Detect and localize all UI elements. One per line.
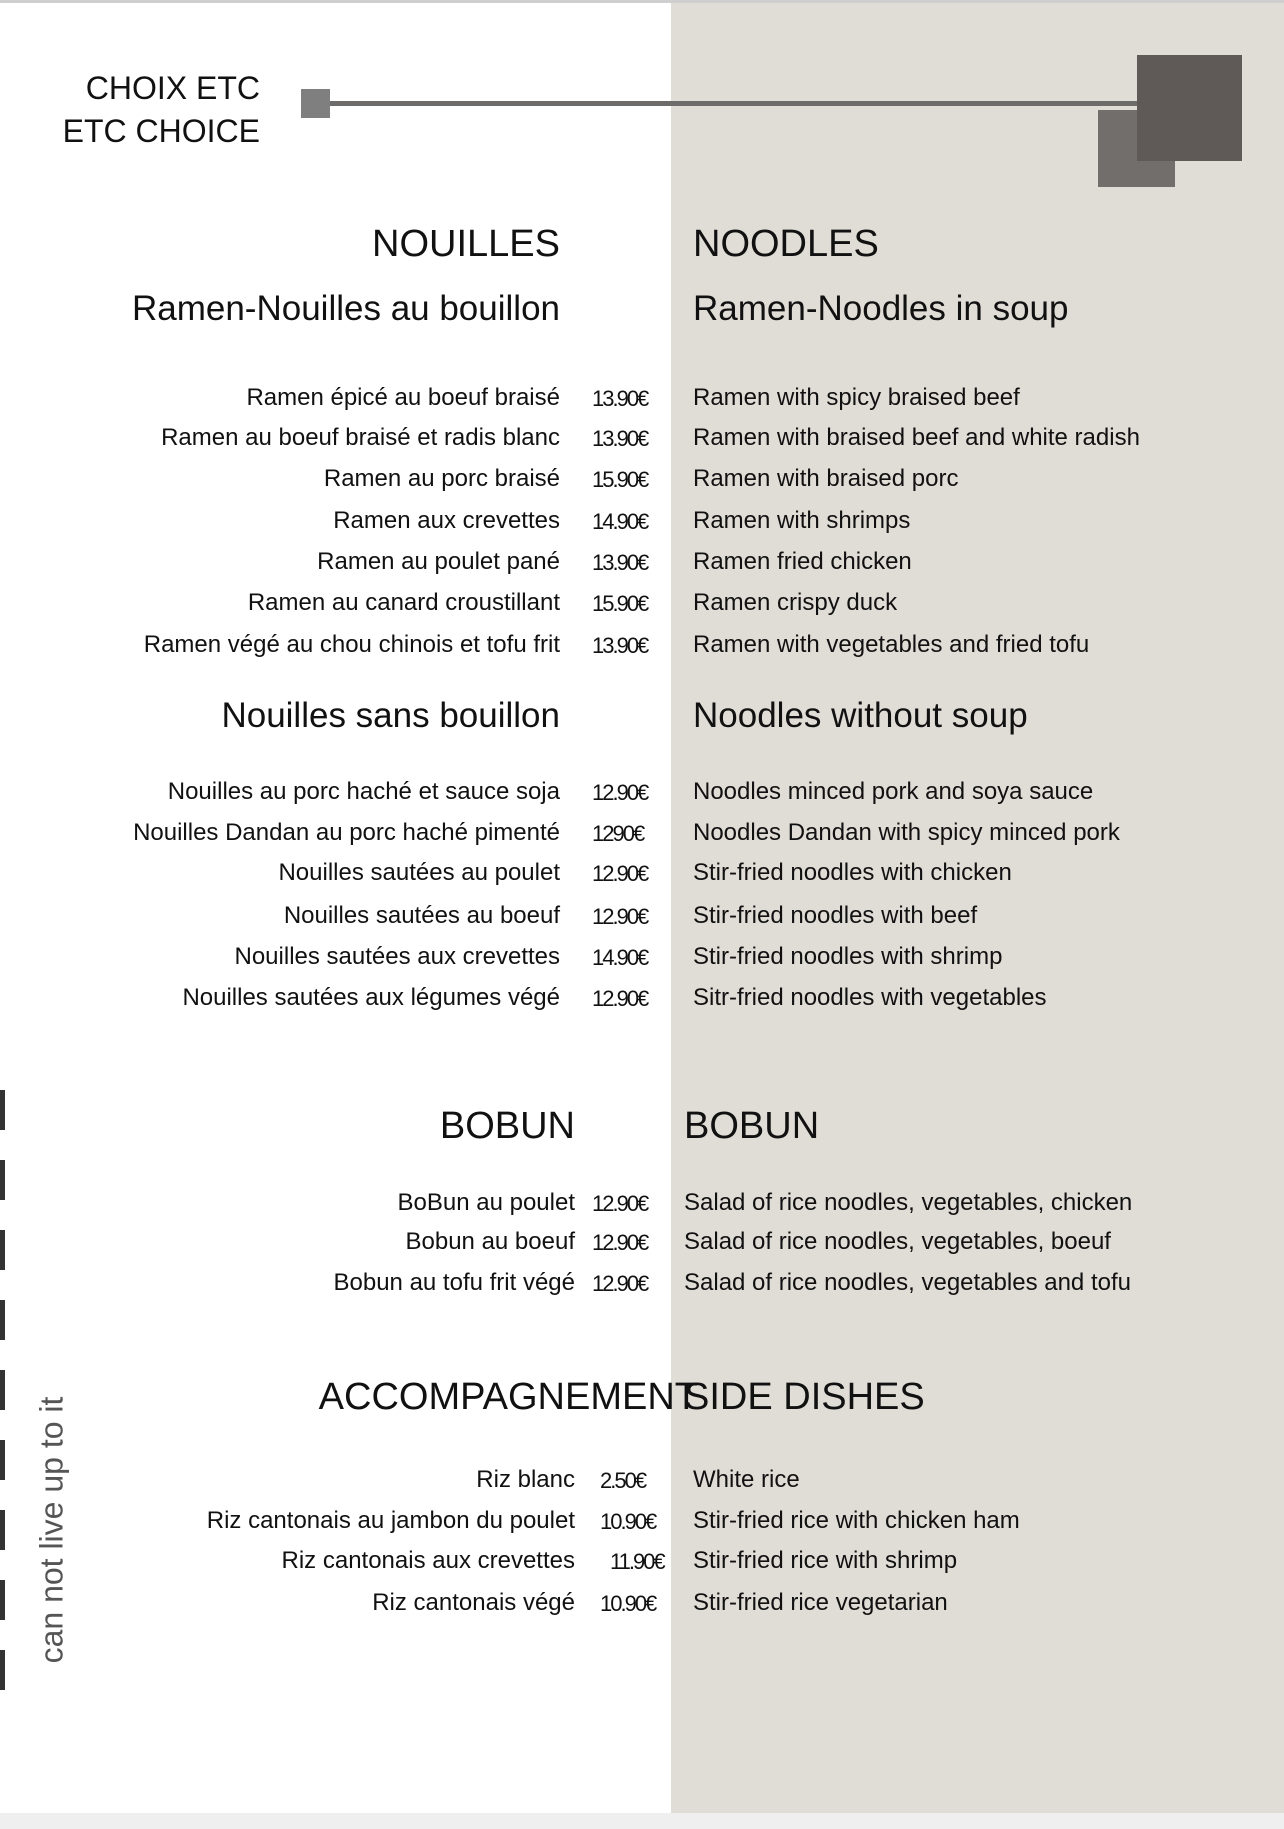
dish-price: 1290€ <box>592 821 644 846</box>
dish-name-en: Ramen with braised porc <box>693 465 959 492</box>
dish-name-fr: Ramen au canard croustillant <box>247 589 560 616</box>
decor-line <box>330 101 1140 106</box>
dish-price: 14.90€ <box>592 945 648 970</box>
dish-name-fr: Ramen au boeuf braisé et radis blanc <box>161 424 560 451</box>
dish-name-en: Ramen crispy duck <box>693 589 898 616</box>
section-title-fr: BOBUN <box>439 1105 575 1147</box>
dish-name-en: Salad of rice noodles, vegetables, chicken <box>684 1189 1133 1216</box>
dish-name-en: Stir-fried rice with chicken ham <box>693 1507 1020 1534</box>
dish-name-en: Salad of rice noodles, vegetables and tofu <box>684 1269 1131 1296</box>
dish-name-en: Ramen with braised beef and white radish <box>693 424 1140 451</box>
dish-price: 2.50€ <box>600 1468 646 1493</box>
dish-name-en: Noodles minced pork and soya sauce <box>693 778 1094 805</box>
dish-price: 12.90€ <box>592 1191 648 1216</box>
dish-name-en: Stir-fried noodles with shrimp <box>693 943 1003 970</box>
dish-name-fr: Ramen végé au chou chinois et tofu frit <box>143 631 560 658</box>
dish-name-en: Stir-fried noodles with chicken <box>693 859 1012 886</box>
dish-price: 12.90€ <box>592 986 648 1011</box>
brand-line-2: ETC CHOICE <box>62 113 260 149</box>
side-slogan: can not live up to it <box>33 1396 70 1664</box>
dish-price: 10.90€ <box>600 1591 656 1616</box>
dish-price: 13.90€ <box>592 426 648 451</box>
subsection-title-en: Ramen-Noodles in soup <box>693 289 1069 328</box>
dish-name-fr: Riz cantonais aux crevettes <box>281 1547 575 1574</box>
dish-name-fr: Bobun au boeuf <box>405 1228 575 1255</box>
dish-name-fr: Ramen au porc braisé <box>323 465 560 492</box>
dish-name-fr: Nouilles Dandan au porc haché pimenté <box>133 819 560 846</box>
subsection-title-en: Noodles without soup <box>693 696 1028 735</box>
dish-price: 15.90€ <box>592 467 648 492</box>
dish-price: 12.90€ <box>592 861 648 886</box>
dish-name-fr: BoBun au poulet <box>397 1189 575 1216</box>
dish-price: 12.90€ <box>592 1230 648 1255</box>
dish-name-fr: Nouilles sautées aux légumes végé <box>182 984 560 1011</box>
dish-name-fr: Riz cantonais au jambon du poulet <box>206 1507 575 1534</box>
dish-name-fr: Nouilles sautées au boeuf <box>283 902 560 929</box>
dish-price: 15.90€ <box>592 591 648 616</box>
dish-name-fr: Bobun au tofu frit végé <box>333 1269 575 1296</box>
dish-name-en: Salad of rice noodles, vegetables, boeuf <box>684 1228 1111 1255</box>
dish-name-en: Stir-fried rice with shrimp <box>693 1547 958 1574</box>
dish-name-en: Noodles Dandan with spicy minced pork <box>693 819 1120 846</box>
dish-name-en: Stir-fried noodles with beef <box>693 902 978 929</box>
dish-name-en: White rice <box>693 1466 800 1493</box>
dish-name-en: Stir-fried rice vegetarian <box>693 1589 948 1616</box>
dish-price: 14.90€ <box>592 509 648 534</box>
section-title-fr: NOUILLES <box>372 223 560 265</box>
dish-name-fr: Nouilles au porc haché et sauce soja <box>167 778 560 805</box>
dish-price: 12.90€ <box>592 904 648 929</box>
cropped-side-lettering <box>0 1090 5 1690</box>
dish-name-en: Ramen with shrimps <box>693 507 911 534</box>
section-title-en: NOODLES <box>693 223 879 265</box>
bottom-edge <box>0 1813 1284 1829</box>
dish-name-fr: Nouilles sautées aux crevettes <box>234 943 560 970</box>
dish-name-fr: Ramen au poulet pané <box>317 548 560 575</box>
dish-price: 12.90€ <box>592 780 648 805</box>
dish-price: 10.90€ <box>600 1509 656 1534</box>
dish-price: 11.90€ <box>610 1549 664 1574</box>
dish-price: 13.90€ <box>592 386 648 411</box>
dish-price: 12.90€ <box>592 1271 648 1296</box>
subsection-title-fr: Ramen-Nouilles au bouillon <box>131 289 560 328</box>
section-title-fr: ACCOMPAGNEMENT <box>318 1376 698 1418</box>
dish-price: 13.90€ <box>592 633 648 658</box>
decor-small-square <box>301 89 330 118</box>
dish-name-en: Sitr-fried noodles with vegetables <box>693 984 1047 1011</box>
dish-name-en: Ramen with vegetables and fried tofu <box>693 631 1090 658</box>
section-title-en: SIDE DISHES <box>684 1376 925 1418</box>
dish-name-fr: Nouilles sautées au poulet <box>278 859 560 886</box>
brand-line-1: CHOIX ETC <box>85 70 260 106</box>
dish-name-fr: Riz blanc <box>476 1466 575 1493</box>
decor-dark-square <box>1137 55 1242 161</box>
section-title-en: BOBUN <box>684 1105 820 1147</box>
dish-name-en: Ramen with spicy braised beef <box>693 384 1020 411</box>
dish-price: 13.90€ <box>592 550 648 575</box>
subsection-title-fr: Nouilles sans bouillon <box>221 696 560 735</box>
dish-name-fr: Ramen aux crevettes <box>333 507 560 534</box>
dish-name-fr: Ramen épicé au boeuf braisé <box>246 384 560 411</box>
dish-name-fr: Riz cantonais végé <box>372 1589 575 1616</box>
dish-name-en: Ramen fried chicken <box>693 548 912 575</box>
